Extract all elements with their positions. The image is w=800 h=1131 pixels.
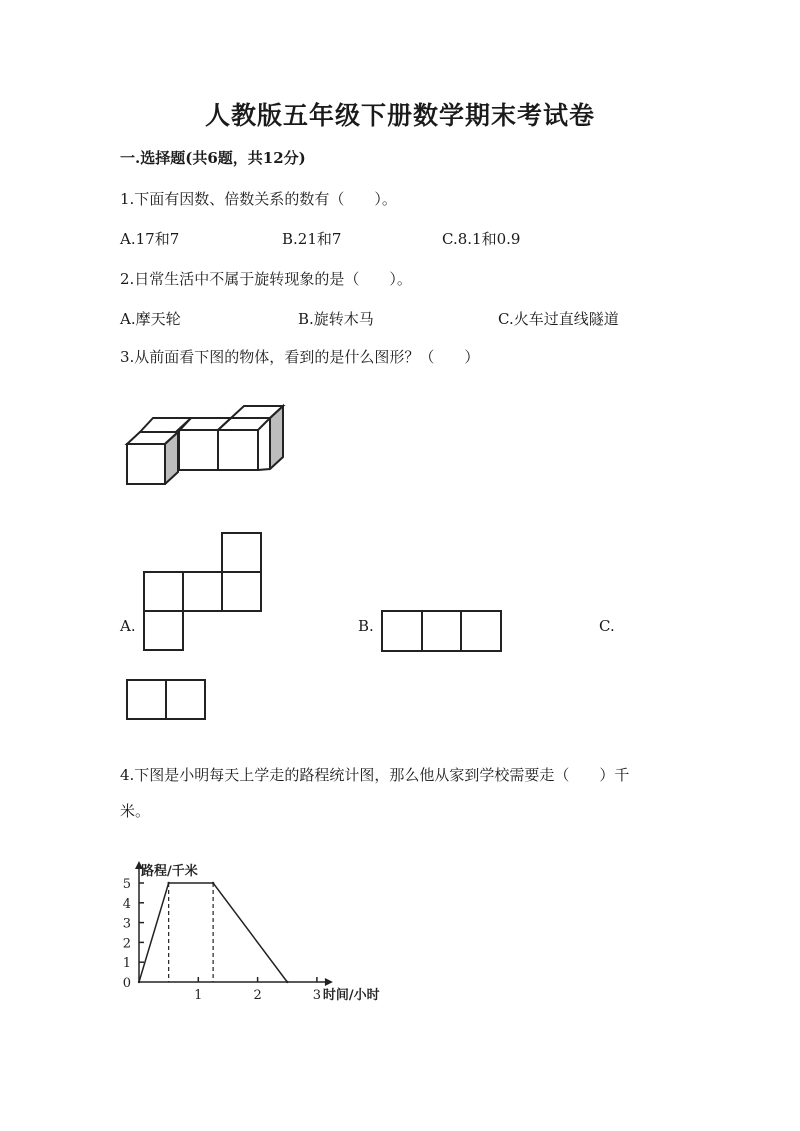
data-point — [212, 882, 214, 884]
question-1-option-b: B.21和7 — [282, 230, 342, 248]
question-3-text: 3.从前面看下图的物体，看到的是什么图形？（ ） — [120, 348, 480, 366]
page-title: 人教版五年级下册数学期末考试卷 — [204, 101, 595, 130]
x-axis-arrow — [325, 978, 333, 986]
question-1-option-c: C.8.1和0.9 — [442, 230, 521, 248]
y-tick-label: 2 — [122, 936, 131, 952]
question-2-option-a: A.摩天轮 — [120, 310, 181, 328]
section-heading: 一.选择题(共6题，共12分) — [120, 149, 306, 167]
y-tick-label: 4 — [122, 896, 131, 912]
y-axis-label: 路程/千米 — [141, 864, 198, 879]
question-2-option-c: C.火车过直线隧道 — [498, 310, 619, 328]
x-axis-label: 时间/小时 — [322, 988, 380, 1003]
question-3-option-a: A. — [120, 617, 136, 635]
question-4-text-line1: 4.下图是小明每天上学走的路程统计图，那么他从家到学校需要走（ ）千 — [120, 766, 630, 784]
x-tick-label: 1 — [194, 988, 203, 1003]
y-tick-label: 3 — [122, 916, 131, 932]
chart-axes — [139, 865, 329, 982]
y-tick-label: 1 — [122, 956, 131, 972]
x-tick-label: 2 — [253, 988, 262, 1003]
data-point — [167, 882, 169, 884]
question-3-option-c: C. — [599, 617, 615, 635]
y-tick-label: 5 — [122, 877, 131, 892]
question-2-text: 2.日常生活中不属于旋转现象的是（ ）。 — [120, 270, 412, 288]
question-2-option-b: B.旋转木马 — [298, 310, 374, 328]
x-tick-label: 3 — [312, 988, 322, 1003]
question-3-option-b: B. — [358, 617, 374, 635]
question-1-option-a: A.17和7 — [120, 230, 180, 248]
question-1-text: 1.下面有因数、倍数关系的数有（ ）。 — [120, 190, 397, 208]
y-tick-label: 0 — [122, 976, 131, 991]
data-point — [138, 981, 140, 983]
data-point — [286, 981, 288, 983]
question-4-text-line2: 米。 — [120, 802, 151, 820]
